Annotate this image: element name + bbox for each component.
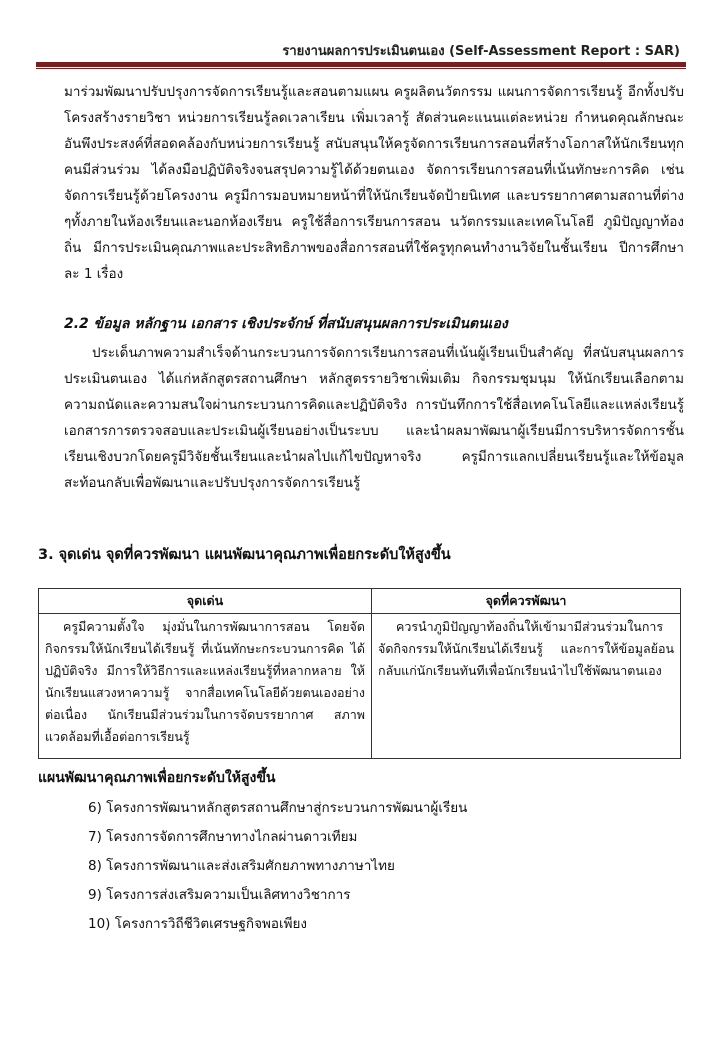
plan-heading: แผนพัฒนาคุณภาพเพื่อยกระดับให้สูงขึ้น	[38, 770, 276, 786]
section-2-2-heading: 2.2 ข้อมูล หลักฐาน เอกสาร เชิงประจักษ์ ที่สนับสนุนผลการประเมินตนเอง	[64, 316, 508, 332]
section-3-heading: 3. จุดเด่น จุดที่ควรพัฒนา แผนพัฒนาคุณภาพเพื่อยกระดับให้สูงขึ้น	[38, 547, 451, 563]
report-header-title: รายงานผลการประเมินตนเอง (Self-Assessment Report : SAR)	[282, 44, 680, 59]
section-2-1-continued-paragraph: มาร่วมพัฒนาปรับปรุงการจัดการเรียนรู้และสอนตามแผน ครูผลิตนวัตกรรม แผนการจัดการเรียนรู้ อีกทั้งปรับโครงสร้างรายวิชา หน่วยการเรียนรู้ลดเวลาเรียน เพิ่มเวลารู้ สัดส่วนคะแนนแต่ละหน่วย กำหนดคุณลักษณะอันพึงประสงค์ที่สอดคล้องกับหน่วยการเรียนรู้ สนับสนุนให้ครูจัดการเรียนการสอนที่สร้างโอกาสให้นักเรียนทุกคนมีส่วนร่วม ได้ลงมือปฏิบัติจริงจนสรุปความรู้ได้ด้วยตนเอง จัดการเรียนการสอนที่เน้นทักษะการคิด เช่น จัดการเรียนรู้ด้วยโครงงาน ครูมีการมอบหมายหน้าที่ให้นักเรียนจัดป้ายนิเทศ และบรรยากาศตามสถานที่ต่าง ๆทั้งภายในห้องเรียนและนอกห้องเรียน ครูใช้สื่อการเรียนการสอน นวัตกรรมและเทคโนโลยี ภูมิปัญญาท้องถิ่น มีการประเมินคุณภาพและประสิทธิภาพของสื่อการสอนที่ใช้ครูทุกคนทำงานวิจัยในชั้นเรียน ปีการศึกษาละ 1 เรื่อง	[64, 84, 684, 282]
list-item: 10) โครงการวิถีชีวิตเศรษฐกิจพอเพียง	[88, 916, 308, 932]
table-header-row	[39, 589, 681, 614]
plan-list	[88, 794, 467, 939]
col-header-improvements: จุดที่ควรพัฒนา	[372, 589, 681, 614]
header-rule-thin	[36, 68, 686, 69]
header-rule	[36, 62, 686, 67]
list-item: 6) โครงการพัฒนาหลักสูตรสถานศึกษาสู่กระบวนการพัฒนาผู้เรียน	[88, 800, 468, 816]
list-item: 7) โครงการจัดการศึกษาทางไกลผ่านดาวเทียม	[88, 829, 358, 845]
strengths-cell: ครูมีความตั้งใจ มุ่งมั่นในการพัฒนาการสอน โดยจัดกิจกรรมให้นักเรียนได้เรียนรู้ ที่เน้นทักษะกระบวนการคิด ได้ปฏิบัติจริง มีการให้วิธีการและแหล่งเรียนรู้ที่หลากหลาย ให้นักเรียนแสวงหาความรู้ จากสื่อเทคโนโลยีด้วยตนเองอย่างต่อเนื่อง นักเรียนมีส่วนร่วมในการจัดบรรยากาศ สภาพแวดล้อมที่เอื้อต่อการเรียนรู้	[39, 614, 372, 759]
table-row	[39, 614, 681, 759]
list-item: 9) โครงการส่งเสริมความเป็นเลิศทางวิชาการ	[88, 887, 351, 903]
improvements-cell: ควรนำภูมิปัญญาท้องถิ่นให้เข้ามามีส่วนร่วมในการจัดกิจกรรมให้นักเรียนได้เรียนรู้ และการให้ข้อมูลย้อนกลับแก่นักเรียนทันทีเพื่อนักเรียนนำไปใช้พัฒนาตนเอง	[372, 614, 681, 759]
col-header-strengths: จุดเด่น	[39, 589, 372, 614]
section-2-2-paragraph: ประเด็นภาพความสำเร็จด้านกระบวนการจัดการเรียนการสอนที่เน้นผู้เรียนเป็นสำคัญ ที่สนับสนุนผลการประเมินตนเอง ได้แก่หลักสูตรสถานศึกษา หลักสูตรรายวิชาเพิ่มเติม กิจกรรมชุมนุม ให้นักเรียนเลือกตามความถนัดและความสนใจผ่านกระบวนการคิดและปฏิบัติจริง การบันทึกการใช้สื่อเทคโนโลยีและแหล่งเรียนรู้ เอกสารการตรวจสอบและประเมินผู้เรียนอย่างเป็นระบบ และนำผลมาพัฒนาผู้เรียนมีการบริหารจัดการชั้นเรียนเชิงบวกโดยครูมีวิจัยชั้นเรียนและนำผลไปแก้ไขปัญหาจริง ครูมีการแลกเปลี่ยนเรียนรู้และให้ข้อมูลสะท้อนกลับเพื่อพัฒนาและปรับปรุงการจัดการเรียนรู้	[64, 345, 684, 491]
list-item: 8) โครงการพัฒนาและส่งเสริมศักยภาพทางภาษาไทย	[88, 858, 395, 874]
strengths-improvements-table	[38, 588, 681, 759]
